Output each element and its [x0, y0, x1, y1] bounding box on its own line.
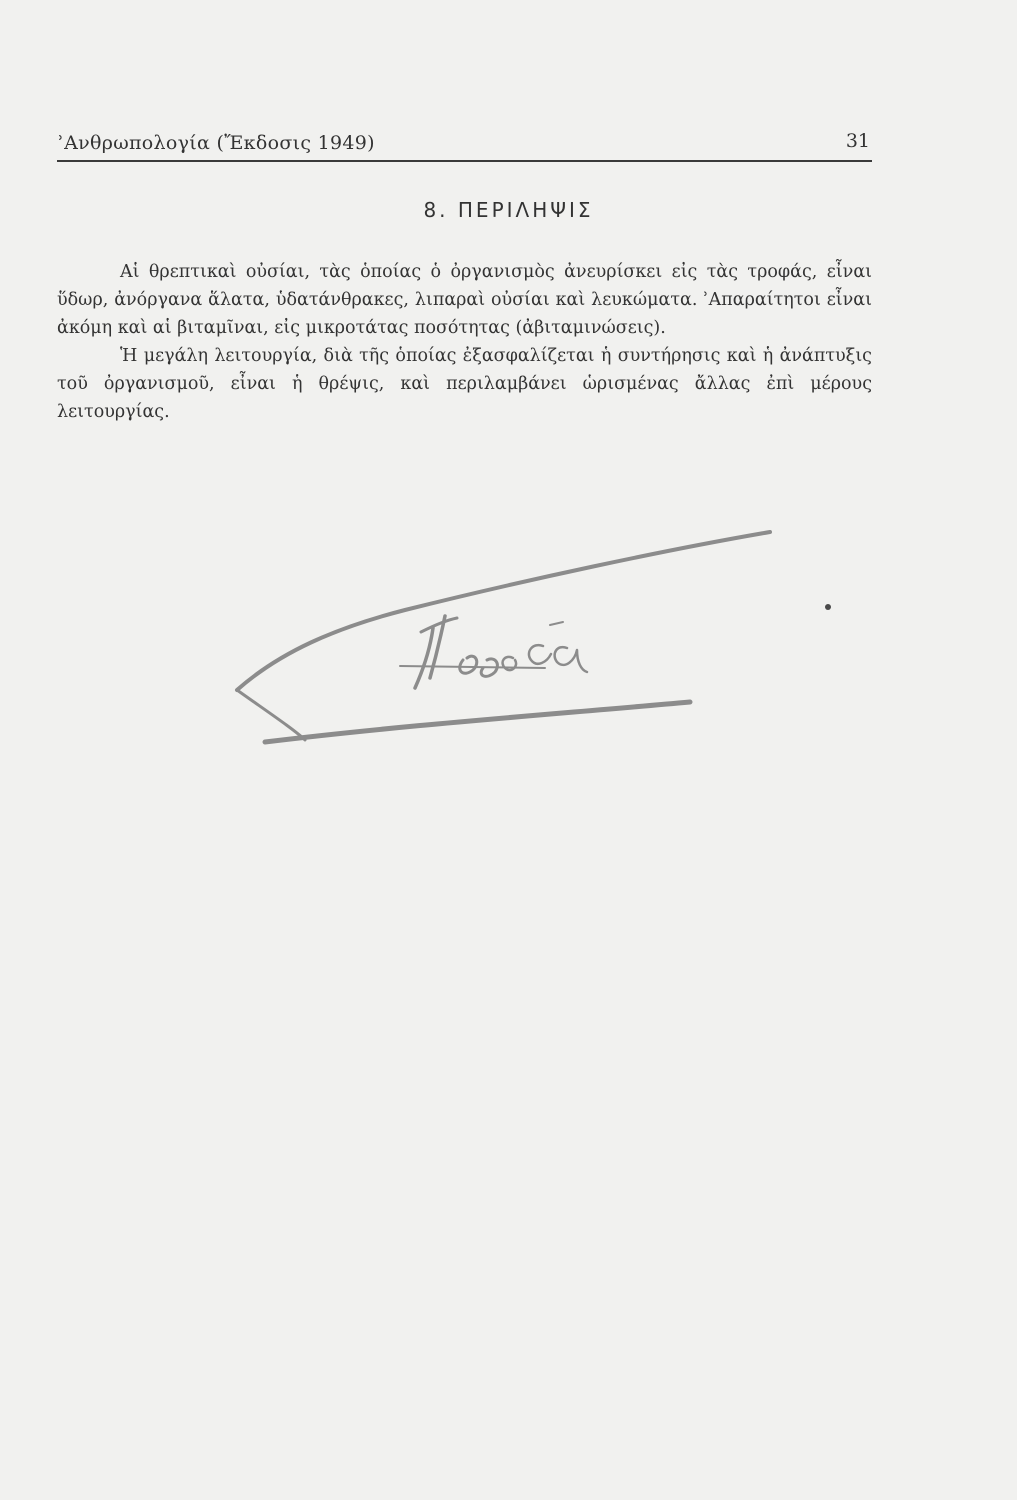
- handwritten-signature: [225, 520, 785, 760]
- header-title: ʾΑνθρωπολογία (Ἔκδοσις 1949): [58, 132, 375, 154]
- page-number: 31: [845, 130, 870, 152]
- paragraph: Ἡ μεγάλη λειτουργία, διὰ τῆς ὁποίας ἐξασφαλίζεται ἡ συντήρησις καὶ ἡ ἀνάπτυξις τοῦ ὀργανισμοῦ, εἶναι ἡ θρέψις, καὶ περιλαμβάνει ὡρισμένας ἄλλας ἐπὶ μέρους λειτουργίας.: [57, 346, 872, 422]
- paragraph: Αἱ θρεπτικαὶ οὐσίαι, τὰς ὁποίας ὁ ὀργανισμὸς ἀνευρίσκει εἰς τὰς τροφάς, εἶναι ὕδωρ, ἀνόργανα ἅλατα, ὑδατάνθρακες, λιπαραὶ οὐσίαι καὶ λευκώματα. ʾΑπαραίτητοι εἶναι ἀκόμη καὶ αἱ βιταμῖναι, εἰς μικροτάτας ποσότητας (ἀβιταμινώσεις).: [57, 262, 872, 338]
- section-heading: 8. ΠΕΡΙΛΗΨΙΣ: [423, 198, 594, 222]
- body-text: [57, 258, 872, 426]
- running-header: [57, 128, 872, 162]
- ink-dot: [825, 604, 831, 610]
